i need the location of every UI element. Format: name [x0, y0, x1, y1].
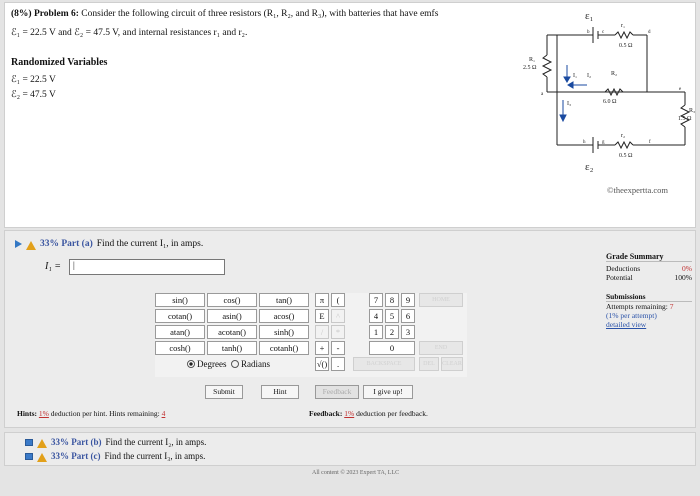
key-backspace[interactable]: BACKSPACE — [353, 357, 415, 371]
deductions-row — [606, 264, 692, 273]
circuit-node-d: d — [648, 30, 651, 35]
deductions-label: Deductions — [606, 264, 641, 273]
key-3[interactable]: 3 — [401, 325, 415, 339]
feedback-button[interactable]: Feedback — [315, 385, 359, 399]
key-dot[interactable]: . — [331, 357, 345, 371]
key-pi[interactable]: π — [315, 293, 329, 307]
key-1[interactable]: 1 — [369, 325, 383, 339]
key-sin[interactable]: sin() — [155, 293, 205, 307]
circuit-node-a: a — [541, 92, 544, 97]
problem-intro: (8%) Problem 6: — [11, 9, 79, 19]
key-0[interactable]: 0 — [369, 341, 415, 355]
key-acotan[interactable]: acotan() — [207, 325, 257, 339]
problem-text-1: Consider the following circuit of three resistors (R₁, R₂, and R₃), with batteries that have emfs — [81, 9, 439, 19]
watermark: ©theexpertta.com — [607, 185, 668, 195]
circuit-r1-label: R₁ — [529, 57, 536, 63]
key-cos[interactable]: cos() — [207, 293, 257, 307]
key-sinh[interactable]: sinh() — [259, 325, 309, 339]
circuit-r2-label: R₂ — [611, 71, 618, 77]
feedback-label: Feedback: — [309, 409, 343, 418]
key-atan[interactable]: atan() — [155, 325, 205, 339]
grade-summary-title: Grade Summary — [606, 252, 692, 262]
circuit-node-f: f — [649, 140, 651, 145]
circuit-node-b: b — [587, 30, 590, 35]
key-e[interactable]: E — [315, 309, 329, 323]
circuit-rt-value: 0.5 Ω — [619, 43, 633, 49]
radians-label: Radians — [240, 359, 270, 369]
key-home[interactable]: HOME — [419, 293, 463, 307]
detailed-view-link[interactable]: detailed view — [606, 320, 647, 329]
deductions-value: 0% — [682, 264, 692, 273]
part-b-row[interactable] — [25, 437, 206, 447]
part-a-question: Find the current I₁, in amps. — [96, 239, 204, 249]
key-2[interactable]: 2 — [385, 325, 399, 339]
key-del[interactable]: DEL — [419, 357, 439, 371]
key-acos[interactable]: acos() — [259, 309, 309, 323]
copyright: All content © 2023 Expert TA, LLC — [312, 470, 400, 476]
part-c-label: 33% Part (c) — [51, 451, 101, 461]
key-end[interactable]: END — [419, 341, 463, 355]
key-minus[interactable]: - — [331, 341, 345, 355]
key-6[interactable]: 6 — [401, 309, 415, 323]
grade-summary — [606, 252, 692, 329]
key-tan[interactable]: tan() — [259, 293, 309, 307]
feedback-pct: 1% — [344, 409, 355, 418]
potential-label: Potential — [606, 273, 633, 282]
collapse-triangle-icon[interactable] — [15, 240, 22, 248]
key-cotanh[interactable]: cotanh() — [259, 341, 309, 355]
circuit-rb-label: r₂ — [621, 133, 626, 139]
answer-label: I₁ = — [45, 261, 62, 272]
part-a-header[interactable] — [15, 239, 203, 249]
radians-radio[interactable] — [231, 360, 239, 368]
submissions-title: Submissions — [606, 292, 692, 302]
circuit-r1-value: 2.5 Ω — [523, 65, 537, 71]
key-asin[interactable]: asin() — [207, 309, 257, 323]
attempts-label: Attempts remaining: — [606, 302, 668, 311]
key-8[interactable]: 8 — [385, 293, 399, 307]
key-4[interactable]: 4 — [369, 309, 383, 323]
hints-pct: 1% — [38, 409, 49, 418]
expand-icon[interactable] — [25, 453, 33, 460]
part-c-question: Find the current I₃, in amps. — [104, 451, 206, 461]
circuit-r3-value: 1.5 Ω — [678, 116, 692, 122]
part-a-panel — [4, 230, 696, 428]
angle-mode — [187, 359, 270, 369]
attempts-value: 7 — [669, 302, 674, 311]
attempts-row — [606, 302, 692, 311]
key-cotan[interactable]: cotan() — [155, 309, 205, 323]
key-sqrt[interactable]: √() — [316, 359, 328, 369]
key-plus[interactable]: + — [315, 341, 329, 355]
problem-panel — [4, 2, 696, 228]
warning-icon — [37, 453, 47, 462]
key-open-paren[interactable]: ( — [331, 293, 345, 307]
hint-button[interactable]: Hint — [261, 385, 299, 399]
calculator-keypad — [155, 293, 467, 377]
circuit-i2-label: I₂ — [587, 73, 592, 79]
warning-icon — [26, 241, 36, 250]
part-c-row[interactable] — [25, 451, 205, 461]
potential-row — [606, 273, 692, 282]
circuit-i1-label: I₁ — [573, 73, 578, 79]
other-parts — [4, 432, 696, 466]
part-b-label: 33% Part (b) — [51, 437, 102, 447]
answer-input[interactable]: | — [69, 259, 225, 275]
rv-emf-1: ℰ₁ = 22.5 V — [11, 75, 56, 85]
circuit-e2-label: ε₂ — [585, 161, 594, 173]
key-caret[interactable]: ^ — [331, 309, 345, 323]
degrees-label: Degrees — [197, 359, 227, 369]
randomized-variables-title: Randomized Variables — [11, 57, 108, 68]
circuit-rt-label: r₁ — [621, 23, 626, 29]
hints-text: deduction per hint. Hints remaining: — [50, 409, 160, 418]
circuit-node-c: c — [602, 30, 605, 35]
circuit-e1-label: ε₁ — [585, 10, 594, 22]
key-clear[interactable]: CLEAR — [441, 357, 463, 371]
circuit-rb-value: 0.5 Ω — [619, 153, 633, 159]
submit-button[interactable]: Submit — [205, 385, 243, 399]
key-5[interactable]: 5 — [385, 309, 399, 323]
rv-emf-2: ℰ₂ = 47.5 V — [11, 90, 56, 100]
circuit-node-g: g — [602, 140, 605, 145]
circuit-node-h: h — [583, 140, 586, 145]
part-a-label: 33% Part (a) — [40, 239, 93, 249]
circuit-i3-label: I₃ — [567, 101, 572, 107]
key-tanh[interactable]: tanh() — [207, 341, 257, 355]
key-cosh[interactable]: cosh() — [155, 341, 205, 355]
circuit-r3-label: R₃ — [689, 108, 695, 114]
problem-line-1 — [11, 9, 438, 19]
feedback-text: deduction per feedback. — [356, 409, 428, 418]
per-attempt: (1% per attempt) — [606, 311, 657, 320]
expand-icon[interactable] — [25, 439, 33, 446]
problem-text-2: ℰ₁ = 22.5 V and ℰ₂ = 47.5 V, and internal resistances r₁ and r₂. — [11, 28, 248, 38]
key-multiply[interactable]: * — [331, 325, 345, 339]
feedback-info — [309, 409, 428, 418]
key-divide[interactable]: / — [315, 325, 329, 339]
part-b-question: Find the current I₂, in amps. — [105, 437, 207, 447]
potential-value: 100% — [674, 273, 692, 282]
hints-info — [17, 409, 165, 418]
key-9[interactable]: 9 — [401, 293, 415, 307]
circuit-node-e: e — [679, 87, 682, 92]
hints-remaining: 4 — [161, 409, 166, 418]
circuit-diagram — [515, 5, 695, 190]
give-up-button[interactable]: I give up! — [363, 385, 413, 399]
key-7[interactable]: 7 — [369, 293, 383, 307]
degrees-radio[interactable] — [187, 360, 195, 368]
footer — [4, 468, 696, 496]
circuit-r2-value: 6.0 Ω — [603, 99, 617, 105]
warning-icon — [37, 439, 47, 448]
hints-label: Hints: — [17, 409, 38, 418]
